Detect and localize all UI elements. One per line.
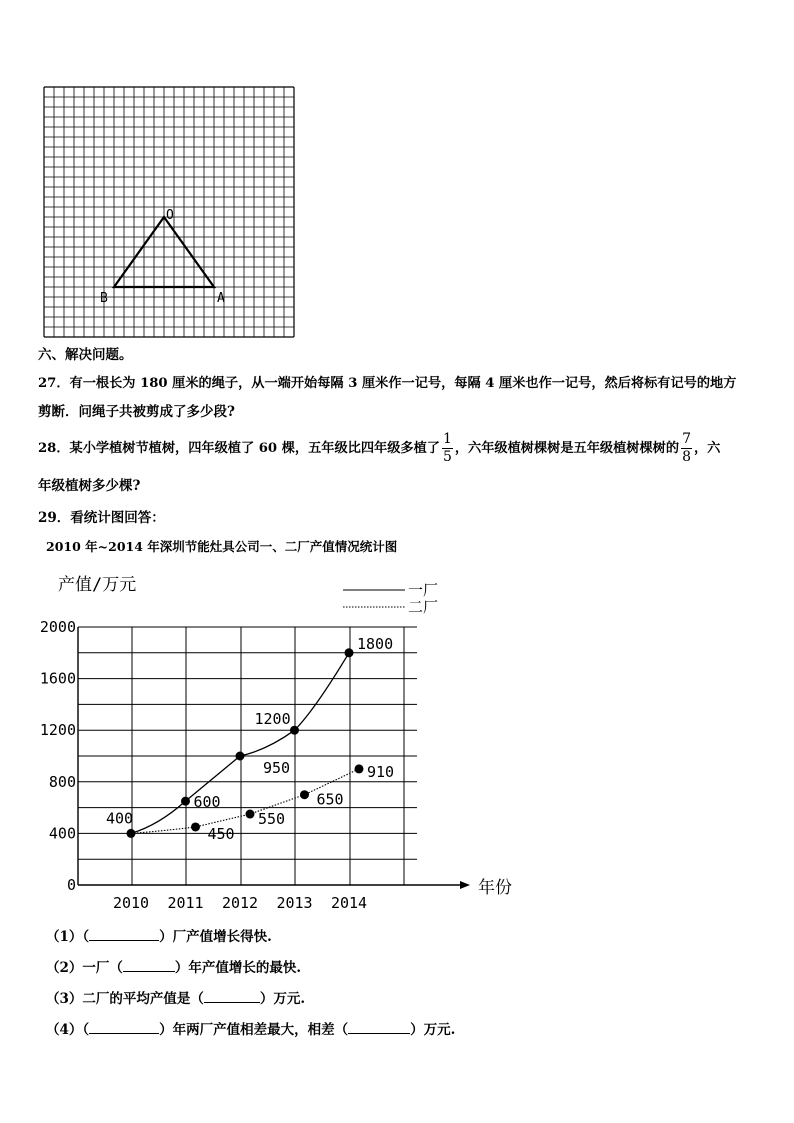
series-1-data-label: 600 [193,793,221,812]
sub3-blank[interactable] [204,990,260,1003]
legend-label-series-1: 一厂 [408,581,439,599]
q28-line2: 年级植树多少棵? [38,478,141,494]
sub1-suffix: ）厂产值增长得快. [159,929,272,945]
y-tick-label: 1200 [39,721,76,740]
chart-series [127,648,364,838]
series-1-point [290,726,299,735]
x-tick-label: 2010 [112,894,150,912]
q29-sub3 [46,990,305,1007]
x-tick-label: 2013 [276,894,313,912]
q28-part3: ，六 [693,440,721,456]
y-tick-label: 800 [48,772,76,791]
sub2-suffix: ）年产值增长的最快. [174,960,302,976]
q28-part2: ，六年级植树棵树是五年级植树棵树的 [454,440,680,456]
series-1-data-label: 400 [106,809,134,828]
sub2-blank[interactable] [123,959,175,972]
series-2-data-label: 650 [316,790,344,809]
sub1-blank[interactable] [89,928,159,941]
y-tick-label: 2000 [39,618,76,636]
q28-part1: 28．某小学植树节植树，四年级植了 60 棵，五年级比四年级多植了 [38,440,440,456]
q27-line1: 27．有一根长为 180 厘米的绳子，从一端开始每隔 3 厘米作一记号，每隔 4 厘米也作一记号，然后将标有记号的地方 [38,376,737,391]
q29-title: 29．看统计图回答： [38,510,165,526]
x-axis-label: 年份 [478,878,512,898]
q28-fraction-1 [442,432,453,464]
series-2-point [355,764,364,773]
point-label-a: A [217,291,225,306]
point-label-o: O [166,208,174,223]
y-axis-label: 产值/万元 [58,575,137,595]
sub3-prefix: （3）二厂的平均产值是（ [46,991,204,1007]
y-tick-label: 400 [48,824,76,843]
series-1-point [181,797,190,806]
y-tick-label: 1600 [39,669,76,688]
legend-label-series-2: 二厂 [408,598,439,616]
series-2-data-label: 550 [258,810,286,829]
series-2-point [191,822,200,831]
chart-axes [78,627,470,889]
q29-sub2 [46,959,301,976]
x-axis-arrow [460,881,470,889]
q28-frac1-num: 1 [442,431,452,447]
series-1-point [345,648,354,657]
series-1-data-label: 1800 [357,634,394,653]
series-1-data-label: 1200 [254,710,291,729]
chart-labels [40,618,394,912]
q28-line1 [38,432,720,464]
x-tick-label: 2012 [221,894,259,912]
point-label-b: B [100,291,108,306]
q27-line2: 剪断．问绳子共被剪成了多少段? [38,404,235,420]
x-tick-label: 2014 [330,894,368,912]
sub4-prefix: （4）（ [46,1022,90,1038]
series-2-data-label: 450 [207,824,235,843]
series-1-point [236,752,245,761]
sub4-suffix: ）万元. [410,1022,456,1038]
sub1-prefix: （1）（ [46,929,90,945]
chart-legend [343,581,438,616]
series-2-point [246,810,255,819]
sub4-blank-1[interactable] [89,1021,159,1034]
chart-annotation: 950 [263,759,291,777]
series-2-point [300,790,309,799]
q28-fraction-2 [681,432,692,464]
q28-frac2-den: 8 [682,448,691,465]
q29-sub1 [46,928,272,945]
q28-frac2-num: 7 [682,431,691,447]
grid-figure [43,86,297,338]
chart-grid [78,627,417,885]
q28-frac1-den: 5 [442,448,452,465]
sub2-prefix: （2）一厂（ [46,960,123,976]
sub4-blank-2[interactable] [348,1021,410,1034]
sub4-middle: ）年两厂产值相差最大，相差（ [159,1022,349,1038]
y-tick-label: 0 [66,876,76,894]
series-1-point [127,829,136,838]
series-2-data-label: 910 [367,762,395,781]
line-chart [30,565,530,920]
x-tick-label: 2011 [167,894,204,912]
section-title: 六、解决问题。 [38,347,133,363]
chart-caption: 2010 年~2014 年深圳节能灶具公司一、二厂产值情况统计图 [46,539,398,554]
q29-sub4 [46,1021,455,1038]
sub3-suffix: ）万元. [259,991,306,1007]
